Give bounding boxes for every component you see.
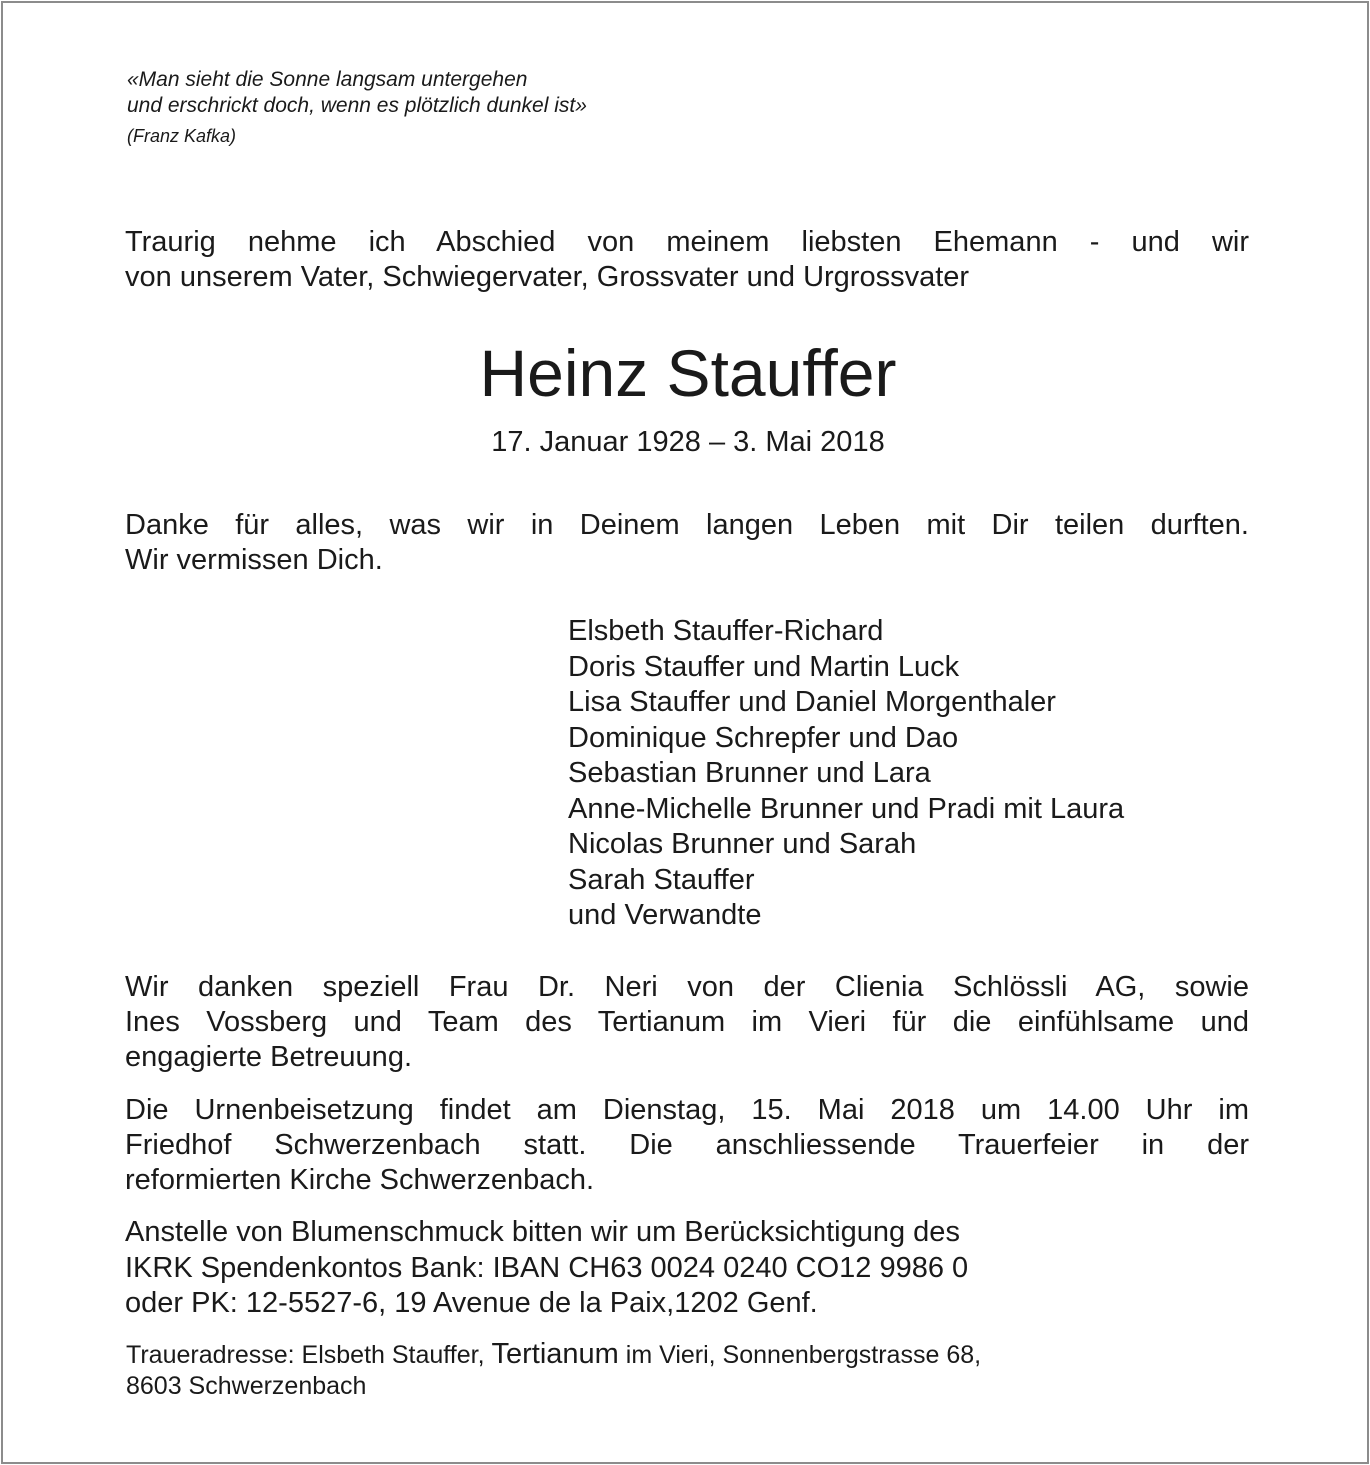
acknowledgement-line-1: Wir danken speziell Frau Dr. Neri von der Clienia Schlössli AG, sowie <box>125 971 1249 1003</box>
acknowledgement-line-2: Ines Vossberg und Team des Tertianum im Vieri für die einfühlsame und <box>125 1006 1249 1038</box>
mourning-address <box>126 1339 1250 1402</box>
burial-paragraph <box>125 1093 1249 1198</box>
family-list <box>568 614 1268 934</box>
intro-line-2: von unserem Vater, Schwiegervater, Grossvater und Urgrossvater <box>125 261 970 293</box>
kafka-quote <box>127 67 927 153</box>
address-line-2: 8603 Schwerzenbach <box>126 1372 367 1400</box>
family-member: Lisa Stauffer und Daniel Morgenthaler <box>568 686 1056 718</box>
family-member: Doris Stauffer und Martin Luck <box>568 650 960 683</box>
quote-line-1: «Man sieht die Sonne langsam untergehen <box>127 68 528 91</box>
address-residence: Tertianum <box>491 1338 619 1370</box>
farewell-line-2: Wir vermissen Dich. <box>125 544 383 576</box>
address-prefix: Traueradresse: Elsbeth Stauffer, <box>126 1341 485 1369</box>
life-dates: 17. Januar 1928 – 3. Mai 2018 <box>491 426 885 458</box>
donation-paragraph <box>125 1215 1249 1322</box>
family-member: Sarah Stauffer <box>568 863 755 896</box>
address-line-1 <box>126 1339 1250 1371</box>
family-member: Elsbeth Stauffer-Richard <box>568 615 884 647</box>
family-member: und Verwandte <box>568 899 762 931</box>
farewell-line-1: Danke für alles, was wir in Deinem langen Leben mit Dir teilen durften. <box>125 509 1249 541</box>
quote-author: (Franz Kafka) <box>127 126 237 146</box>
address-street: im Vieri, Sonnenbergstrasse 68, <box>625 1341 982 1369</box>
donation-line-2: IKRK Spendenkontos Bank: IBAN CH63 0024 0240 CO12 9986 0 <box>125 1251 969 1284</box>
quote-line-2: und erschrickt doch, wenn es plötzlich dunkel ist» <box>127 94 587 117</box>
donation-line-3: oder PK: 12-5527-6, 19 Avenue de la Paix,1202 Genf. <box>125 1287 818 1319</box>
deceased-name: Heinz Stauffer <box>479 336 897 410</box>
acknowledgement-line-3: engagierte Betreuung. <box>125 1041 412 1073</box>
family-member: Dominique Schrepfer und Dao <box>568 721 959 754</box>
family-member: Anne-Michelle Brunner und Pradi mit Laura <box>568 792 1125 825</box>
family-member: Nicolas Brunner und Sarah <box>568 828 917 860</box>
burial-line-3: reformierten Kirche Schwerzenbach. <box>125 1164 595 1196</box>
intro-line-1: Traurig nehme ich Abschied von meinem liebsten Ehemann - und wir <box>125 226 1249 258</box>
burial-line-1: Die Urnenbeisetzung findet am Dienstag, 15. Mai 2018 um 14.00 Uhr im <box>125 1094 1249 1126</box>
obituary-notice <box>1 1 1369 1464</box>
acknowledgement-paragraph <box>125 970 1249 1075</box>
donation-line-1: Anstelle von Blumenschmuck bitten wir um Berücksichtigung des <box>125 1216 960 1248</box>
intro-paragraph <box>125 225 1249 295</box>
burial-line-2: Friedhof Schwerzenbach statt. Die anschliessende Trauerfeier in der <box>125 1129 1249 1161</box>
farewell-paragraph <box>125 508 1249 578</box>
family-member: Sebastian Brunner und Lara <box>568 757 931 789</box>
